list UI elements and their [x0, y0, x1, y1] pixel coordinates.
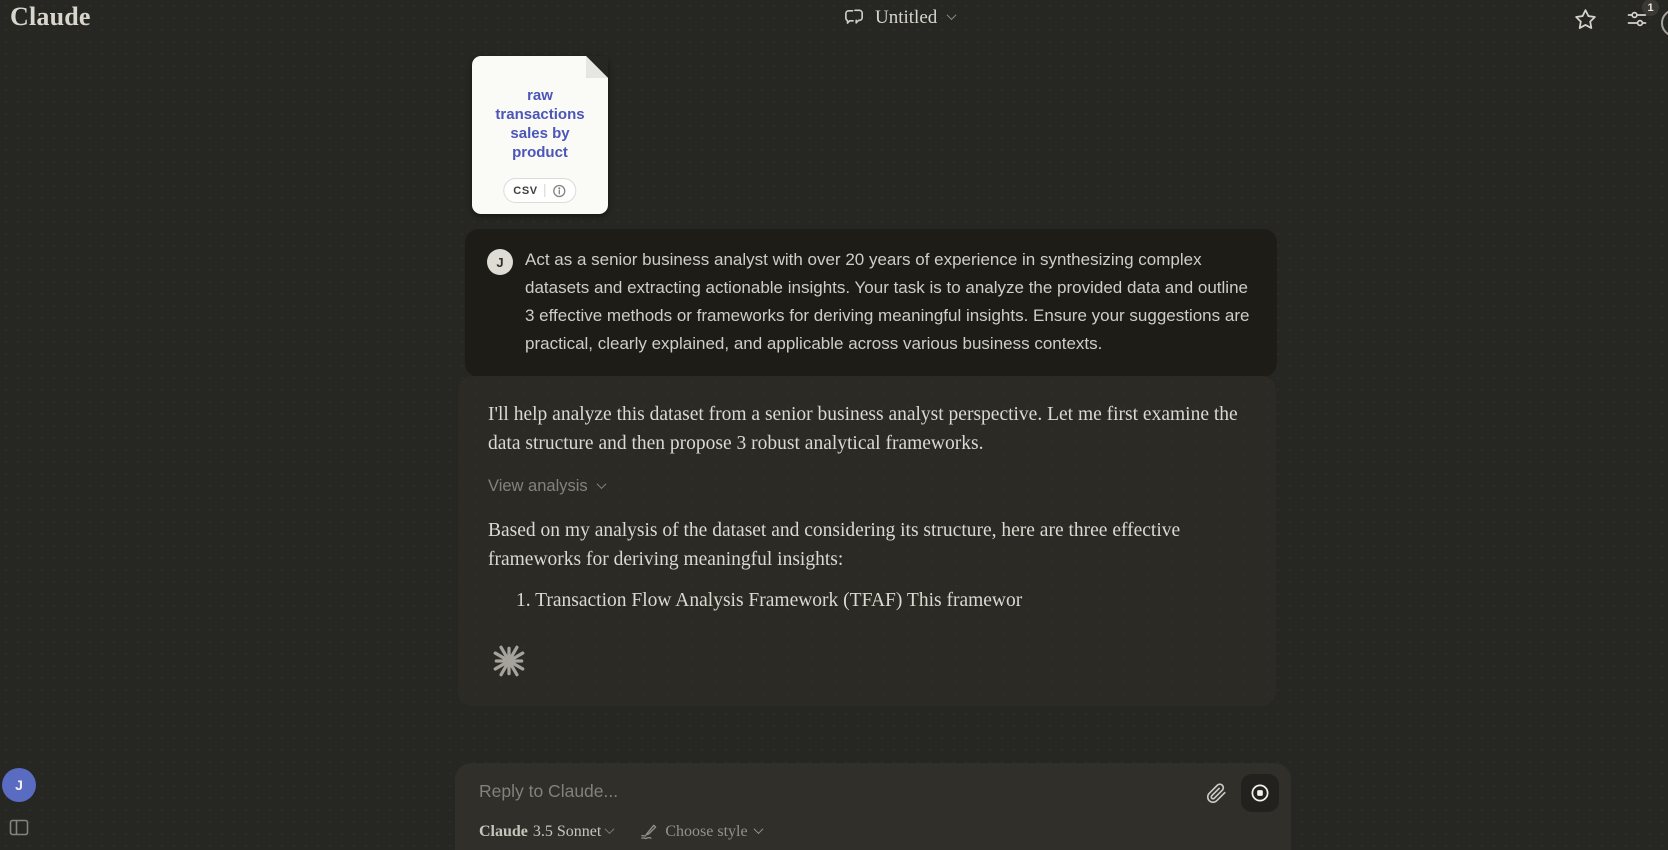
list-item-text: Transaction Flow Analysis Framework (TFAF) This framewor [535, 590, 1023, 611]
attachment-extension: CSV [513, 184, 538, 197]
header-actions [1572, 1, 1654, 32]
user-message-bubble [465, 229, 1277, 377]
sidebar-toggle-icon [9, 819, 29, 836]
pill-divider [545, 184, 546, 197]
attach-file-button[interactable] [1199, 776, 1233, 810]
conversation-title: Untitled [875, 6, 938, 28]
settings-sliders-button[interactable] [1624, 1, 1654, 32]
stop-streaming-button[interactable] [1241, 774, 1279, 812]
sidebar-toggle-button[interactable] [9, 819, 29, 836]
account-avatar[interactable]: J [2, 768, 36, 802]
loading-starburst-icon [490, 642, 528, 680]
model-brand: Claude [479, 822, 528, 840]
stop-icon [1249, 782, 1271, 804]
user-message-avatar: J [487, 249, 513, 275]
composer-bottom-bar [479, 822, 762, 841]
view-analysis-label: View analysis [488, 477, 588, 495]
chevron-down-icon [596, 479, 606, 489]
composer [455, 764, 1291, 850]
view-analysis-toggle[interactable] [488, 477, 605, 496]
assistant-intro-text: I'll help analyze this dataset from a senior business analyst perspective. Let me first examine the data structure and then propose 3 robust analytical frameworks. [488, 404, 1238, 454]
star-icon [1573, 7, 1598, 32]
conversation-title-menu[interactable] [843, 6, 955, 29]
claude-logo[interactable]: Claude [10, 2, 91, 31]
model-version: 3.5 Sonnet [532, 822, 602, 840]
paperclip-icon [1206, 783, 1227, 804]
attachment-type-pill [503, 178, 576, 203]
user-message-text: Act as a senior business analyst with over 20 years of experience in synthesizing complex datasets and extracting actionable insights. Your task is to analyze the provided data and outline 3 effective methods or frameworks for deriving meaningful insights. Ensure your suggestions are practical, clearly explained, and applicable across various business contexts. [525, 250, 1250, 353]
attachment-title: raw transactions sales by product [495, 87, 585, 161]
assistant-numbered-list [488, 586, 1246, 615]
style-selector[interactable] [639, 822, 761, 841]
composer-actions [1199, 774, 1279, 812]
chevron-down-icon [753, 824, 763, 834]
info-icon[interactable] [553, 184, 567, 198]
chats-icon [843, 6, 866, 29]
style-selector-label: Choose style [665, 822, 748, 840]
chevron-down-icon [605, 824, 615, 834]
pen-style-icon [639, 822, 658, 841]
assistant-body-text: Based on my analysis of the dataset and considering its structure, here are three effective frameworks for deriving meaningful insights: [488, 520, 1181, 570]
attachment-card[interactable] [472, 56, 608, 214]
list-item [516, 586, 1246, 615]
model-selector[interactable] [479, 823, 613, 841]
notification-badge: 1 [1642, 0, 1659, 16]
chevron-down-icon [947, 10, 957, 20]
list-item-marker: 1. [516, 590, 531, 611]
message-input[interactable] [479, 781, 1099, 802]
assistant-response-panel [458, 376, 1276, 706]
star-button[interactable] [1572, 6, 1598, 32]
edge-cutoff-button[interactable] [1661, 9, 1668, 37]
